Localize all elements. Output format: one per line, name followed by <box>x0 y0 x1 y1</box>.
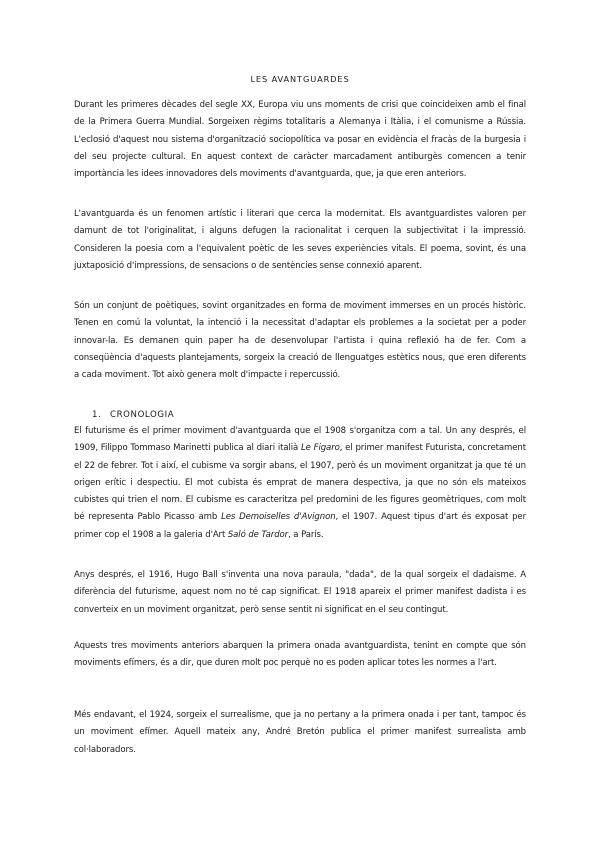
document-title: LES AVANTGUARDES <box>250 74 350 84</box>
cronologia-paragraph-2: Anys després, el 1916, Hugo Ball s'inventa una nova paraula, "dada", de la qual sorgeix el dadaisme. A diferència del futurisme, aquest nom no té cap significat. El 1918 apareix el primer manifest dadista i es converteix en un moviment organitzat, però sense sentit ni significat en el seu contingut. <box>74 570 526 615</box>
intro-paragraph-3: Són un conjunt de poètiques, sovint organitzades en forma de moviment immerses en un procés històric. Tenen en comú la voluntat, la intenció i la necessitat d'adaptar els problemes a la societat per a poder innovar-la. Es demanen quin paper ha de desenvolupar l'artista i quina reflexió ha de fer. Com a conseqüència d'aquests plantejaments, sorgeix la creació de llenguatges estètics nous, que eren diferents a cada moviment. Tot això genera molt d'impacte i repercussió. <box>74 301 526 381</box>
section-title: CRONOLOGIA <box>110 410 175 420</box>
text-run: , a París. <box>288 529 324 540</box>
artwork-title: Les Demoiselles d'Avignon <box>221 512 336 523</box>
section-heading-cronologia <box>92 410 174 420</box>
intro-paragraph-1: Durant les primeres dècades del segle XX, Europa viu uns moments de crisi que coincideixen amb el final de la Primera Guerra Mundial. Sorgeixen règims totalitaris a Alemanya i Itàlia, i el comunisme a Rússia. L'eclosió d'aquest nou sistema d'organització sociopolítica va posar en evidència el fracàs de la burgesia i del seu projecte cultural. En aquest context de caràcter marcadament antiburgès comencen a tenir importància les idees innovadores dels moviments d'avantguarda, que, ja que eren anteriors. <box>74 100 526 180</box>
text-run: El futurisme és el primer moviment d'avantguarda que el 1908 s'organitza com a tal. Un any després, el 1909, Filippo Tommaso Marinetti publica al diari italià <box>74 426 526 454</box>
text-run: , el primer manifest Futurista, concretament el 22 de febrer. Tot i així, el cubisme va sorgir abans, el 1907, però és un moviment organitzat ja que té un origen erític i despectiu. El mot cubista és emprat de manera despectiva, ja que no són els mateixos cubistes qui trien el nom. El cubisme es caracteritza pel predomini de les figures geomètriques, com molt bé representa Pablo Picasso amb <box>74 443 526 523</box>
cronologia-paragraph-4: Més endavant, el 1924, sorgeix el surrealisme, que ja no pertany a la primera onada i per tant, tampoc és un moviment efímer. Aquell mateix any, André Bretón publica el primer manifest surrealista amb col·laboradors. <box>74 710 526 755</box>
newspaper-title: Le Figaro <box>301 443 340 454</box>
cronologia-paragraph-3: Aquests tres moviments anteriors abarquen la primera onada avantguardista, tenint en compte que són moviments efímers, és a dir, que duren molt poc perquè no es poden aplicar totes les normes a l'art. <box>74 641 526 669</box>
cronologia-paragraph-1 <box>74 423 526 544</box>
text-run: , el 1907. Aquest tipus d'art és exposat per primer cop el 1908 a la galeria d'Art <box>74 512 526 540</box>
exhibition-name: Saló de Tardor <box>227 529 289 540</box>
section-number: 1. <box>92 410 102 420</box>
intro-paragraph-2: L'avantguarda és un fenomen artístic i literari que cerca la modernitat. Els avantguardistes valoren per damunt de tot l'originalitat, i alguns defugen la racionalitat i cerquen la subjectivitat i la impressió. Consideren la poesia com a l'equivalent poètic de les seves experiències vitals. El poema, sovint, és una juxtaposició d'impressions, de sensacions o de sentències sense connexió aparent. <box>74 209 526 271</box>
